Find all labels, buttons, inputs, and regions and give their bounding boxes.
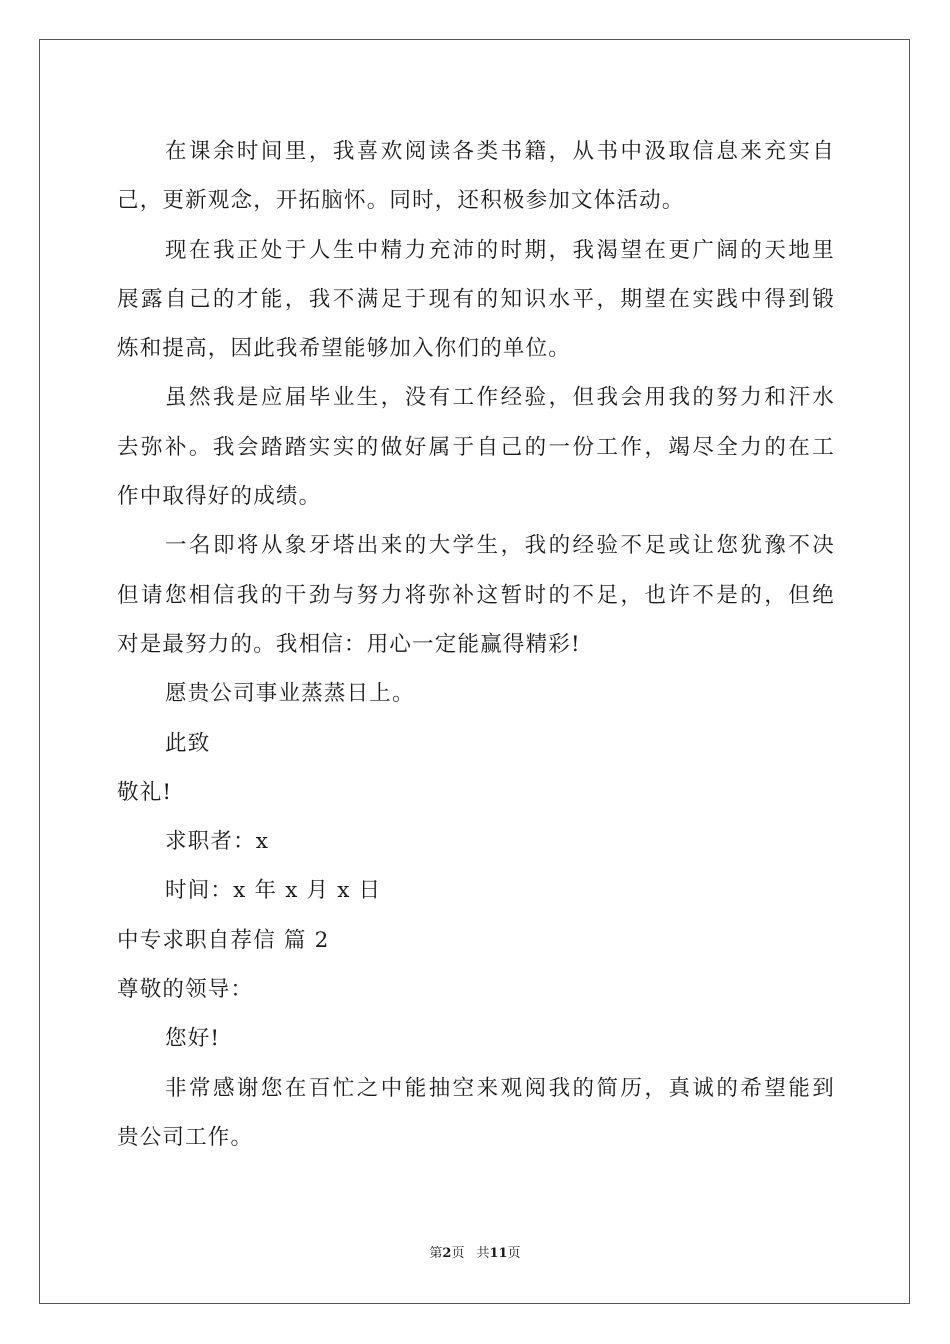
- text-line: 时间：x 年 x 月 x 日: [165, 878, 382, 904]
- text-line: 作中取得好的成绩。: [117, 484, 322, 510]
- text-line: 去弥补。我会踏踏实实的做好属于自己的一份工作，竭尽全力的在工: [117, 434, 835, 460]
- text-line: 敬礼!: [117, 779, 173, 805]
- text-line: 您好!: [165, 1026, 221, 1052]
- footer-page-suffix: 页: [451, 1246, 465, 1261]
- text-line: 炼和提高，因此我希望能够加入你们的单位。: [117, 336, 572, 362]
- text-line: 中专求职自荐信 篇 2: [117, 927, 330, 953]
- text-line: 但请您相信我的干劲与努力将弥补这暂时的不足，也许不是的，但绝: [117, 582, 835, 608]
- footer-prefix: 第: [429, 1246, 443, 1261]
- text-line: 愿贵公司事业蒸蒸日上。: [165, 681, 415, 707]
- footer-total-pages: 11: [489, 1246, 508, 1261]
- text-line: 此致: [165, 730, 211, 756]
- text-line: 对是最努力的。我相信：用心一定能赢得精彩!: [117, 631, 581, 657]
- footer-page-number: 2: [442, 1246, 452, 1261]
- footer-total-prefix: 共: [476, 1246, 490, 1261]
- text-line: 非常感谢您在百忙之中能抽空来观阅我的简历，真诚的希望能到: [165, 1075, 835, 1101]
- text-line: 在课余时间里，我喜欢阅读各类书籍，从书中汲取信息来充实自: [165, 139, 835, 164]
- text-line: 展露自己的才能，我不满足于现有的知识水平，期望在实践中得到锻: [117, 286, 835, 312]
- text-line: 虽然我是应届毕业生，没有工作经验，但我会用我的努力和汗水: [165, 385, 835, 411]
- document-body: [117, 127, 835, 1162]
- page-footer: [0, 1246, 950, 1262]
- text-line: 己，更新观念，开拓脑怀。同时，还积极参加文体活动。: [117, 188, 685, 214]
- text-line: 求职者：x: [165, 829, 270, 855]
- text-line: 贵公司工作。: [117, 1124, 254, 1150]
- text-line: 尊敬的领导：: [117, 977, 254, 1003]
- text-line: 现在我正处于人生中精力充沛的时期，我渴望在更广阔的天地里: [165, 237, 835, 263]
- footer-total-suffix: 页: [507, 1246, 521, 1261]
- text-line: 一名即将从象牙塔出来的大学生，我的经验不足或让您犹豫不决: [165, 533, 835, 559]
